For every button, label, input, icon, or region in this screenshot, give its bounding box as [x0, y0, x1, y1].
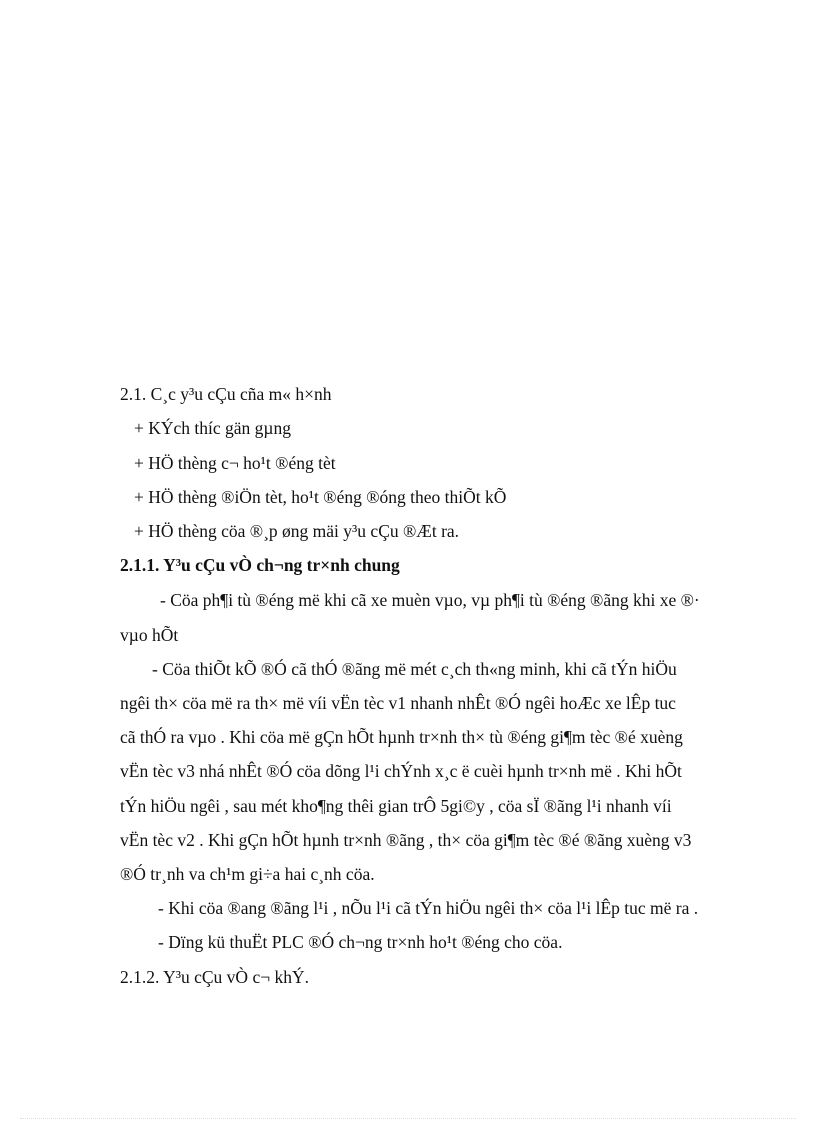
- requirement-item: + KÝch thíc gän gµng: [134, 418, 292, 438]
- paragraph-line: vËn tèc v2 . Khi gÇn hÕt hµnh tr×nh ®ãng , th× cöa gi¶m tèc ®é ®ãng xuèng v3: [120, 830, 692, 850]
- section-title: 2.1. C¸c y³u cÇu cña m« h×nh: [120, 384, 332, 404]
- paragraph-line: tÝn hiÖu ngêi , sau mét kho¶ng thêi gian trÔ 5gi©y , cöa sÏ ®ãng l¹i nhanh víi: [120, 796, 672, 816]
- paragraph-line: vËn tèc v3 nhá nhÊt ®Ó cöa dõng l¹i chÝnh x¸c ë cuèi hµnh tr×nh më . Khi hÕt: [120, 761, 682, 781]
- subsection-title: 2.1.1. Y³u cÇu vÒ ch¬ng tr×nh chung: [120, 555, 400, 575]
- page-bottom-rule: [20, 1118, 796, 1119]
- requirement-item: + HÖ thèng c¬ ho¹t ®éng tèt: [134, 453, 336, 473]
- paragraph-line: cã thÓ ra vµo . Khi cöa më gÇn hÕt hµnh tr×nh th× tù ®éng gi¶m tèc ®é xuèng: [120, 727, 683, 747]
- paragraph-line: vµo hÕt: [120, 625, 179, 645]
- paragraph-line: ngêi th× cöa më ra th× më víi vËn tèc v1 nhanh nhÊt ®Ó ngêi hoÆc xe lÊp tuc: [120, 693, 676, 713]
- paragraph-line: - Cöa ph¶i tù ®éng më khi cã xe muèn vµo, vµ ph¶i tù ®éng ®ãng khi xe ®·: [160, 590, 700, 610]
- paragraph-line: - Khi cöa ®ang ®ãng l¹i , nÕu l¹i cã tÝn hiÖu ngêi th× cöa l¹i lÊp tuc më ra .: [158, 898, 699, 918]
- paragraph-line: ®Ó tr¸nh va ch¹m gi÷a hai c¸nh cöa.: [120, 864, 375, 884]
- subsection-title: 2.1.2. Y³u cÇu vÒ c¬ khÝ.: [120, 967, 309, 987]
- paragraph-line: - Dïng kü thuËt PLC ®Ó ch¬ng tr×nh ho¹t ®éng cho cöa.: [158, 932, 563, 952]
- requirement-item: + HÖ thèng ®iÖn tèt, ho¹t ®éng ®óng theo thiÕt kÕ: [134, 487, 507, 507]
- requirement-item: + HÖ thèng cöa ®¸p øng mäi y³u cÇu ®Æt ra.: [134, 521, 460, 541]
- paragraph-line: - Cöa thiÕt kÕ ®Ó cã thÓ ®ãng më mét c¸ch th«ng minh, khi cã tÝn hiÖu: [152, 659, 677, 679]
